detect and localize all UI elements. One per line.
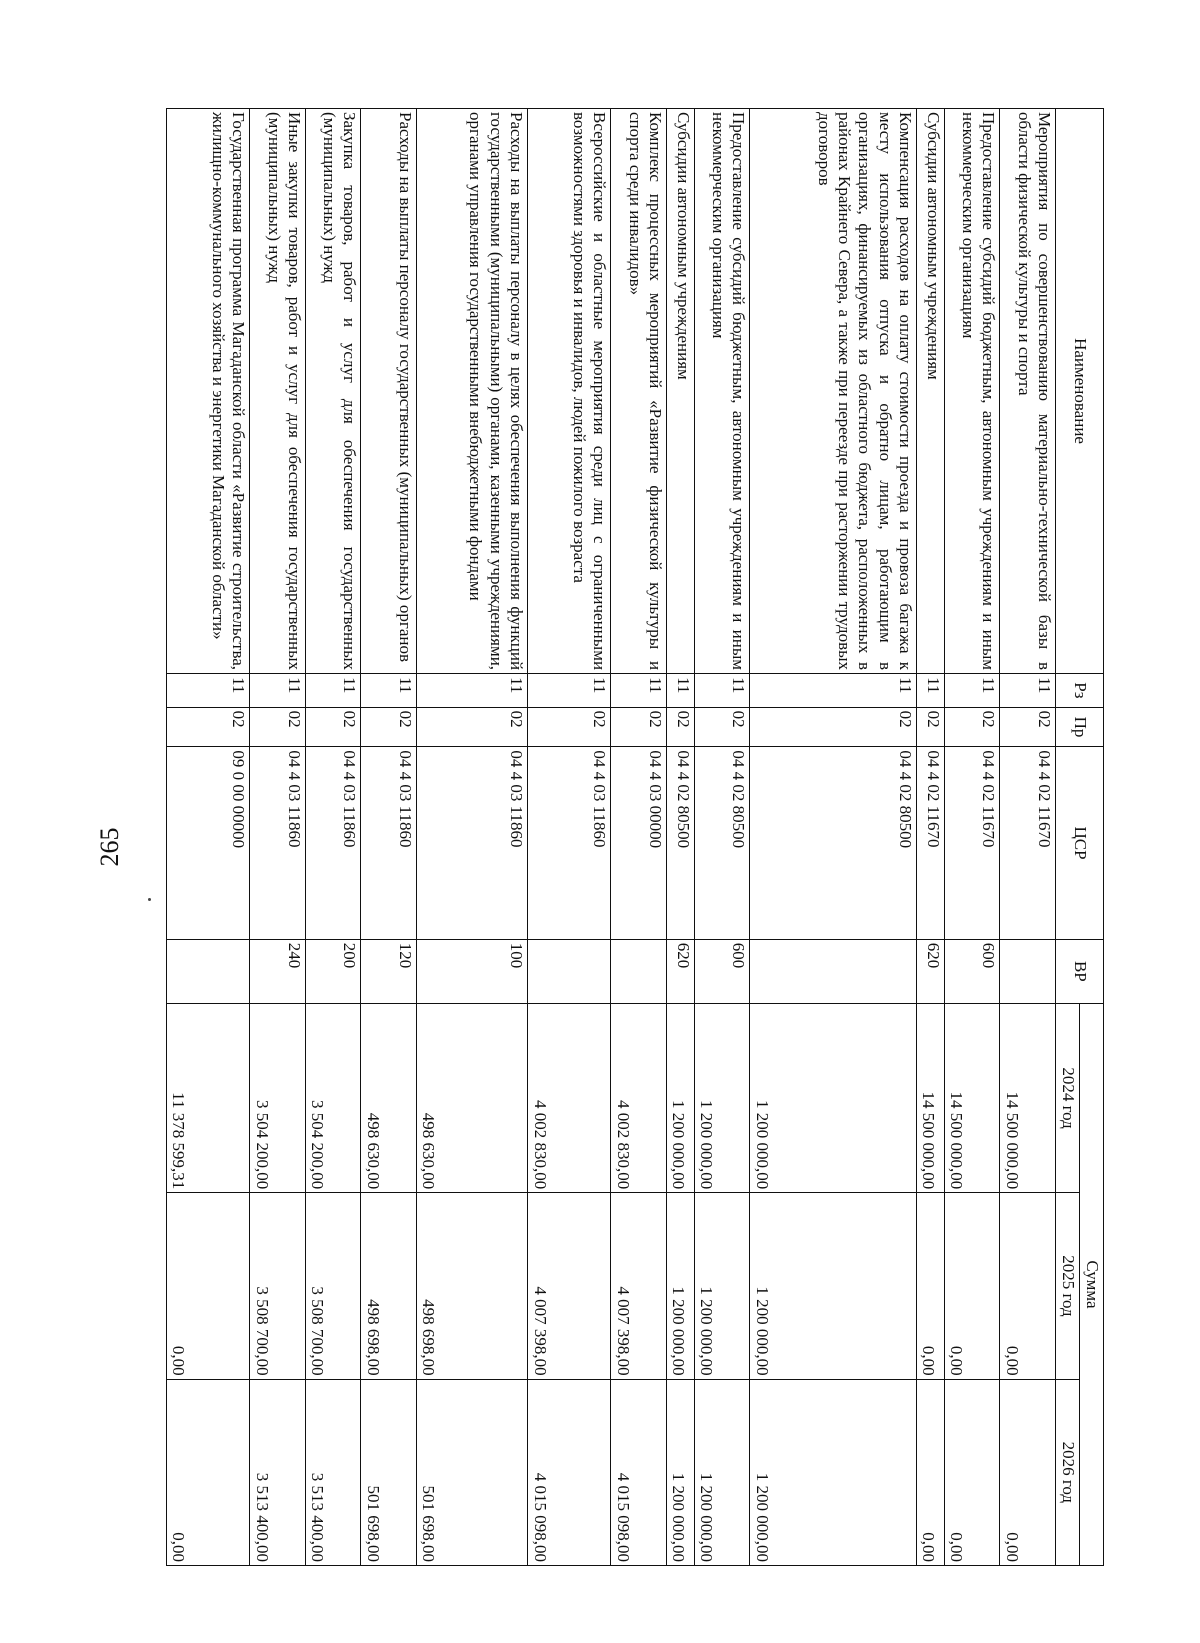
cell-pr: 02 (694, 707, 750, 747)
cell-rz: 11 (167, 674, 250, 708)
cell-vr: 620 (667, 939, 695, 1003)
cell-2025: 0,00 (917, 1193, 945, 1379)
cell-2024: 498 630,00 (417, 1003, 528, 1192)
cell-2025: 3 508 700,00 (305, 1193, 361, 1379)
cell-rz: 11 (611, 674, 667, 708)
cell-name: Расходы на выплаты персоналу в целях обеспечения выполнения функций государственными (муниципальными) органами, казенными учреждениями, органами управления государственными внебюджетными фондами (417, 109, 528, 674)
cell-2025: 0,00 (944, 1193, 1000, 1379)
cell-2026: 1 200 000,00 (694, 1379, 750, 1565)
cell-name: Субсидии автономным учреждениям (667, 109, 695, 674)
cell-vr: 620 (917, 939, 945, 1003)
cell-name: Предоставление субсидий бюджетным, автономным учреждениям и иным некоммерческим организациям (694, 109, 750, 674)
cell-pr: 02 (417, 707, 528, 747)
cell-vr: 100 (417, 939, 528, 1003)
cell-pr: 02 (167, 707, 250, 747)
cell-vr: 200 (305, 939, 361, 1003)
table-row (528, 109, 611, 1566)
scan-speck (148, 898, 151, 901)
table-row (944, 109, 1000, 1566)
cell-rz: 11 (417, 674, 528, 708)
cell-name: Компенсация расходов на оплату стоимости проезда и провоза багажа к месту использования отпуска и обратно лицам, работающим в организациях, финансируемых из областного бюджета, расположенных в районах Крайнего Севера, а также при переезде при расторжении трудовых договоров (750, 109, 917, 674)
table-row (694, 109, 750, 1566)
cell-2026: 0,00 (167, 1379, 250, 1565)
cell-2024: 498 630,00 (361, 1003, 417, 1192)
table-row (611, 109, 667, 1566)
cell-vr: 600 (694, 939, 750, 1003)
cell-2026: 3 513 400,00 (250, 1379, 306, 1565)
cell-pr: 02 (528, 707, 611, 747)
table-row (167, 109, 250, 1566)
cell-2026: 4 015 098,00 (528, 1379, 611, 1565)
cell-2024: 14 500 000,00 (917, 1003, 945, 1192)
cell-2025: 0,00 (1000, 1193, 1056, 1379)
table-row (667, 109, 695, 1566)
cell-name: Всероссийские и областные мероприятия среди лиц с ограниченными возможностями здоровья и инвалидов, людей пожилого возраста (528, 109, 611, 674)
cell-pr: 02 (611, 707, 667, 747)
cell-2024: 14 500 000,00 (944, 1003, 1000, 1192)
cell-rz: 11 (361, 674, 417, 708)
header-pr: Пр (1056, 707, 1104, 747)
cell-2024: 1 200 000,00 (750, 1003, 917, 1192)
cell-rz: 11 (250, 674, 306, 708)
cell-2026: 501 698,00 (361, 1379, 417, 1565)
cell-2024: 3 504 200,00 (250, 1003, 306, 1192)
table-row (305, 109, 361, 1566)
cell-csr: 04 4 03 11860 (417, 747, 528, 939)
cell-rz: 11 (944, 674, 1000, 708)
cell-2024: 4 002 830,00 (528, 1003, 611, 1192)
cell-2024: 14 500 000,00 (1000, 1003, 1056, 1192)
header-2024: 2024 год (1056, 1003, 1080, 1192)
cell-pr: 02 (250, 707, 306, 747)
cell-2025: 498 698,00 (417, 1193, 528, 1379)
cell-csr: 04 4 02 80500 (694, 747, 750, 939)
cell-2025: 1 200 000,00 (750, 1193, 917, 1379)
cell-csr: 04 4 03 00000 (611, 747, 667, 939)
header-rz: Рз (1056, 674, 1104, 708)
table-row (1000, 109, 1056, 1566)
cell-rz: 11 (667, 674, 695, 708)
cell-csr: 04 4 02 11670 (944, 747, 1000, 939)
cell-pr: 02 (917, 707, 945, 747)
cell-rz: 11 (917, 674, 945, 708)
cell-csr: 04 4 02 11670 (917, 747, 945, 939)
cell-2024: 11 378 599,31 (167, 1003, 250, 1192)
cell-2024: 3 504 200,00 (305, 1003, 361, 1192)
header-sum: Сумма (1080, 1003, 1104, 1565)
header-2026: 2026 год (1056, 1379, 1080, 1565)
cell-rz: 11 (528, 674, 611, 708)
cell-vr: 240 (250, 939, 306, 1003)
cell-rz: 11 (750, 674, 917, 708)
cell-2025: 0,00 (167, 1193, 250, 1379)
cell-vr (1000, 939, 1056, 1003)
cell-csr: 04 4 03 11860 (361, 747, 417, 939)
cell-2026: 0,00 (944, 1379, 1000, 1565)
cell-2024: 1 200 000,00 (694, 1003, 750, 1192)
cell-vr: 600 (944, 939, 1000, 1003)
cell-vr (528, 939, 611, 1003)
budget-table (166, 108, 1104, 1566)
cell-pr: 02 (305, 707, 361, 747)
header-name: Наименование (1056, 109, 1104, 674)
table-row (917, 109, 945, 1566)
cell-csr: 04 4 03 11860 (250, 747, 306, 939)
cell-2024: 1 200 000,00 (667, 1003, 695, 1192)
cell-csr: 04 4 03 11860 (528, 747, 611, 939)
cell-2026: 4 015 098,00 (611, 1379, 667, 1565)
table-row (361, 109, 417, 1566)
cell-name: Государственная программа Магаданской области «Развитие строительства, жилищно-коммунального хозяйства и энергетики Магаданской области» (167, 109, 250, 674)
budget-table-container (166, 108, 1104, 1566)
cell-2026: 1 200 000,00 (750, 1379, 917, 1565)
cell-name: Расходы на выплаты персоналу государственных (муниципальных) органов (361, 109, 417, 674)
cell-csr: 04 4 02 80500 (667, 747, 695, 939)
cell-2025: 4 007 398,00 (528, 1193, 611, 1379)
cell-csr: 04 4 02 11670 (1000, 747, 1056, 939)
cell-name: Закупка товаров, работ и услуг для обеспечения государственных (муниципальных) нужд (305, 109, 361, 674)
header-vr: ВР (1056, 939, 1104, 1003)
cell-2025: 1 200 000,00 (667, 1193, 695, 1379)
cell-vr (611, 939, 667, 1003)
cell-2025: 1 200 000,00 (694, 1193, 750, 1379)
table-row (250, 109, 306, 1566)
cell-vr: 120 (361, 939, 417, 1003)
cell-2024: 4 002 830,00 (611, 1003, 667, 1192)
header-csr: ЦСР (1056, 747, 1104, 939)
cell-2025: 498 698,00 (361, 1193, 417, 1379)
cell-2026: 1 200 000,00 (667, 1379, 695, 1565)
cell-csr: 09 0 00 00000 (167, 747, 250, 939)
cell-2025: 3 508 700,00 (250, 1193, 306, 1379)
cell-2026: 0,00 (917, 1379, 945, 1565)
cell-pr: 02 (1000, 707, 1056, 747)
cell-name: Субсидии автономным учреждениям (917, 109, 945, 674)
cell-name: Комплекс процессных мероприятий «Развитие физической культуры и спорта среди инвалидов» (611, 109, 667, 674)
cell-pr: 02 (944, 707, 1000, 747)
cell-rz: 11 (694, 674, 750, 708)
table-row (417, 109, 528, 1566)
cell-rz: 11 (305, 674, 361, 708)
cell-csr: 04 4 03 11860 (305, 747, 361, 939)
cell-name: Иные закупки товаров, работ и услуг для обеспечения государственных (муниципальных) нужд (250, 109, 306, 674)
cell-pr: 02 (667, 707, 695, 747)
cell-rz: 11 (1000, 674, 1056, 708)
cell-2026: 3 513 400,00 (305, 1379, 361, 1565)
page-number: 265 (95, 827, 124, 867)
cell-pr: 02 (361, 707, 417, 747)
cell-pr: 02 (750, 707, 917, 747)
cell-2026: 501 698,00 (417, 1379, 528, 1565)
cell-name: Предоставление субсидий бюджетным, автономным учреждениям и иным некоммерческим организациям (944, 109, 1000, 674)
cell-2025: 4 007 398,00 (611, 1193, 667, 1379)
cell-vr (750, 939, 917, 1003)
cell-csr: 04 4 02 80500 (750, 747, 917, 939)
table-row (750, 109, 917, 1566)
header-2025: 2025 год (1056, 1193, 1080, 1379)
cell-2026: 0,00 (1000, 1379, 1056, 1565)
cell-vr (167, 939, 250, 1003)
cell-name: Мероприятия по совершенствованию материально-технической базы в области физической культуры и спорта (1000, 109, 1056, 674)
